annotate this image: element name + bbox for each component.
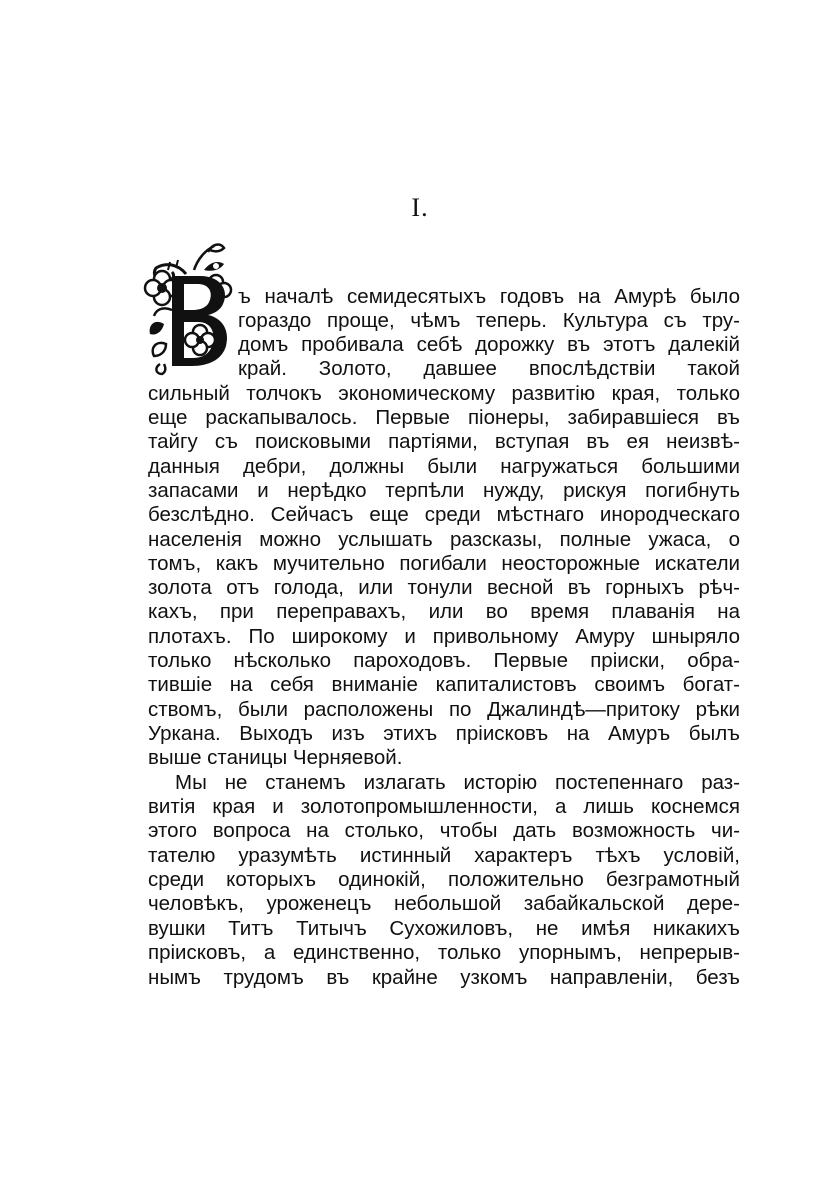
text-line: золота отъ голода, или тонули весной въ горныхъ рѣч- [148, 576, 740, 599]
text-line: край. Золото, давшее впослѣдствіи такой [238, 357, 740, 380]
text-line: Мы не станемъ излагать исторію постепеннаго раз- [175, 771, 740, 794]
text-line: населенія можно услышать разсказы, полные ужаса, о [148, 528, 740, 551]
text-line: только нѣсколько пароходовъ. Первые пріиски, обра- [148, 649, 740, 672]
text-line: домъ пробивала себѣ дорожку въ этотъ далекій [238, 333, 740, 356]
text-line: кахъ, при переправахъ, или во время плаванія на [148, 600, 740, 623]
text-line: данныя дебри, должны были нагружаться большими [148, 455, 740, 478]
text-line: витія края и золотопромышленности, а лишь коснемся [148, 795, 740, 818]
text-line: гораздо проще, чѣмъ теперь. Культура съ тру- [238, 309, 740, 332]
text-line: тайгу съ поисковыми партіями, вступая въ ея неизвѣ- [148, 430, 740, 453]
text-line: безслѣдно. Сейчасъ еще среди мѣстнаго инородческаго [148, 503, 740, 526]
text-line: ъ началѣ семидесятыхъ годовъ на Амурѣ было [238, 285, 740, 308]
text-line: нымъ трудомъ въ крайне узкомъ направленіи, безъ [148, 966, 740, 989]
text-line: еще раскапывалось. Первые піонеры, забиравшіеся въ [148, 406, 740, 429]
text-line: сильный толчокъ экономическому развитію края, только [148, 382, 740, 405]
text-line: человѣкъ, уроженецъ небольшой забайкальской дере- [148, 892, 740, 915]
text-line: этого вопроса на столько, чтобы дать возможность чи- [148, 819, 740, 842]
text-line: пріисковъ, а единственно, только упорнымъ, непрерыв- [148, 941, 740, 964]
text-line: тателю уразумѣть истинный характеръ тѣхъ условій, [148, 844, 740, 867]
text-line: среди которыхъ одинокій, положительно безграмотный [148, 868, 740, 891]
chapter-number: I. [411, 193, 429, 222]
text-line: вушки Титъ Титычъ Сухожиловъ, не имѣя никакихъ [148, 917, 740, 940]
text-line: запасами и нерѣдко терпѣли нужду, рискуя погибнуть [148, 479, 740, 502]
text-line: Уркана. Выходъ изъ этихъ пріисковъ на Амуръ былъ [148, 722, 740, 745]
text-line: плотахъ. По широкому и привольному Амуру шныряло [148, 625, 740, 648]
text-line: тившіе на себя вниманіе капиталистовъ своимъ богат- [148, 673, 740, 696]
decorative-initial [142, 240, 234, 378]
text-line: томъ, какъ мучительно погибали неосторожные искатели [148, 552, 740, 575]
text-line: выше станицы Черняевой. [148, 746, 403, 769]
text-line: ствомъ, были расположены по Джалиндѣ—притоку рѣки [148, 698, 740, 721]
